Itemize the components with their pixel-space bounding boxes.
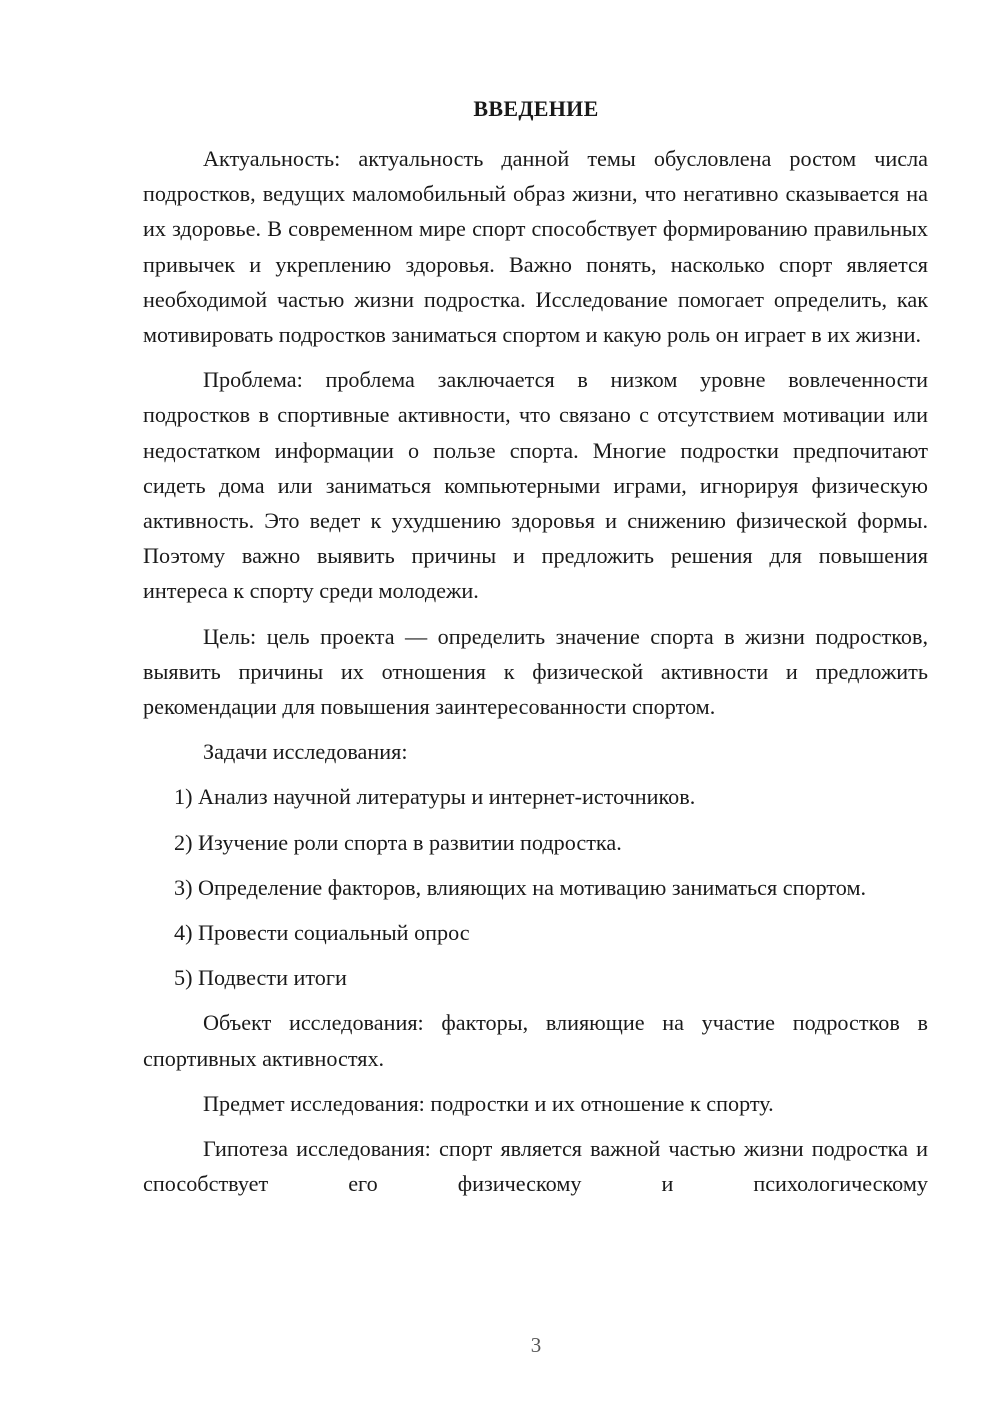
list-item: 4) Провести социальный опрос (174, 920, 470, 946)
hypothesis-paragraph: Гипотеза исследования: спорт является важной частью жизни подростка и способствует его физическому и психологическому (143, 1136, 928, 1197)
section-title: ВВЕДЕНИЕ (473, 96, 599, 121)
problem-paragraph: Проблема: проблема заключается в низком уровне вовлеченности подростков в спортивные активности, что связано с отсутствием мотивации или недостатком информации о пользе спорта. Многие подростки предпочитают сидеть дома или заниматься компьютерными играми, игнорируя физическую активность. Это ведет к ухудшению здоровья и снижению физической формы. Поэтому важно выявить причины и предложить решения для повышения интереса к спорту среди молодежи. (143, 367, 928, 604)
tasks-list (143, 779, 928, 995)
tasks-heading: Задачи исследования: (203, 739, 408, 765)
goal-paragraph: Цель: цель проекта — определить значение спорта в жизни подростков, выявить причины их отношения к физической активности и предложить рекомендации для повышения заинтересованности спортом. (143, 623, 928, 720)
list-item: 5) Подвести итоги (174, 965, 347, 991)
document-body (143, 141, 928, 1201)
subject-paragraph: Предмет исследования: подростки и их отношение к спорту. (203, 1090, 774, 1116)
list-item: 3) Определение факторов, влияющих на мотивацию заниматься спортом. (174, 874, 867, 900)
object-paragraph: Объект исследования: факторы, влияющие на участие подростков в спортивных активностях. (143, 1010, 928, 1071)
page-number: 3 (530, 1333, 542, 1357)
relevance-paragraph: Актуальность: актуальность данной темы обусловлена ростом числа подростков, ведущих маломобильный образ жизни, что негативно сказывается на их здоровье. В современном мире спорт способствует формированию правильных привычек и укреплению здоровья. Важно понять, насколько спорт является необходимой частью жизни подростка. Исследование помогает определить, как мотивировать подростков заниматься спортом и какую роль он играет в их жизни. (143, 146, 928, 348)
list-item: 1) Анализ научной литературы и интернет-источников. (174, 784, 696, 810)
list-item: 2) Изучение роли спорта в развитии подростка. (174, 829, 622, 855)
